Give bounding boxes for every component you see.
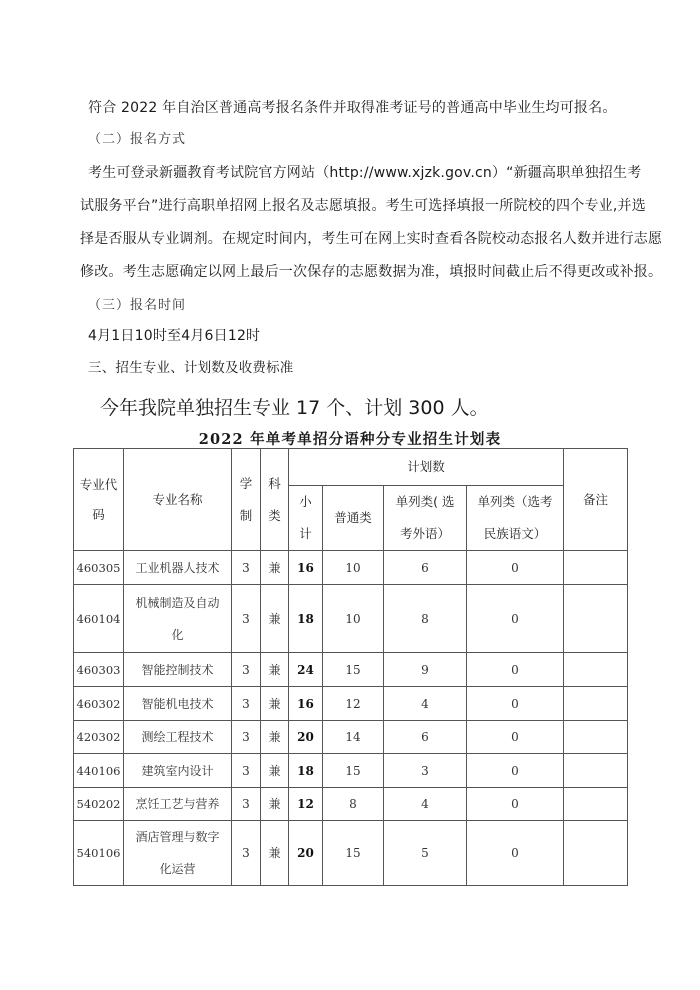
cell-category: 兼 [261,551,289,585]
cell-years: 3 [232,551,261,585]
registration-time: 4月1日10时至4月6日12时 [88,328,261,344]
cell-code: 460303 [74,653,124,687]
chapter-heading: 三、招生专业、计划数及收费标准 [88,360,294,376]
cell-category: 兼 [261,821,289,886]
section-heading-time: （三）报名时间 [88,298,187,313]
table-row [74,551,628,585]
header-single-foreign: 单列类( 选考外语） [384,486,467,551]
table-row [74,754,628,788]
method-line-1: 考生可登录新疆教育考试院官方网站（http://www.xjzk.gov.cn）“新疆高职单独招生考 [88,165,642,181]
cell-subtotal: 12 [289,788,323,821]
summary-text: 今年我院单独招生专业 17 个、计划 300 人。 [100,397,489,419]
cell-remarks [564,754,628,788]
table-row [74,821,628,886]
header-general: 普通类 [323,486,384,551]
cell-single-foreign: 8 [384,585,467,653]
table-row [74,653,628,687]
cell-category: 兼 [261,687,289,721]
cell-years: 3 [232,754,261,788]
cell-years: 3 [232,721,261,754]
cell-category: 兼 [261,721,289,754]
cell-general: 10 [323,585,384,653]
cell-general: 10 [323,551,384,585]
table-row [74,788,628,821]
cell-single-ethnic: 0 [467,687,564,721]
cell-general: 8 [323,788,384,821]
cell-single-foreign: 6 [384,551,467,585]
header-subtotal: 小计 [289,486,323,551]
cell-single-ethnic: 0 [467,821,564,886]
cell-category: 兼 [261,653,289,687]
header-remarks: 备注 [564,449,628,551]
table-row [74,687,628,721]
cell-single-foreign: 5 [384,821,467,886]
cell-category: 兼 [261,788,289,821]
eligibility-text: 符合 2022 年自治区普通高考报名条件并取得准考证号的普通高中毕业生均可报名。 [88,100,617,116]
cell-name: 测绘工程技术 [124,721,232,754]
cell-subtotal: 18 [289,585,323,653]
cell-remarks [564,653,628,687]
cell-name: 智能控制技术 [124,653,232,687]
cell-years: 3 [232,585,261,653]
header-single-ethnic: 单列类（选考民族语文） [467,486,564,551]
cell-category: 兼 [261,585,289,653]
cell-subtotal: 24 [289,653,323,687]
cell-name: 工业机器人技术 [124,551,232,585]
cell-remarks [564,721,628,754]
cell-code: 540202 [74,788,124,821]
cell-remarks [564,585,628,653]
cell-single-foreign: 6 [384,721,467,754]
cell-years: 3 [232,821,261,886]
cell-single-foreign: 4 [384,687,467,721]
cell-single-ethnic: 0 [467,788,564,821]
cell-remarks [564,687,628,721]
cell-code: 460305 [74,551,124,585]
cell-subtotal: 18 [289,754,323,788]
cell-code: 460302 [74,687,124,721]
method-line-4: 修改。考生志愿确定以网上最后一次保存的志愿数据为准，填报时间截止后不得更改或补报。 [80,264,663,280]
header-plan: 计划数 [289,449,564,486]
cell-name: 机械制造及自动化 [124,585,232,653]
header-category: 科类 [261,449,289,551]
cell-general: 15 [323,754,384,788]
cell-name: 建筑室内设计 [124,754,232,788]
cell-remarks [564,551,628,585]
cell-general: 15 [323,653,384,687]
header-years: 学制 [232,449,261,551]
cell-general: 12 [323,687,384,721]
cell-code: 440106 [74,754,124,788]
cell-single-ethnic: 0 [467,653,564,687]
cell-code: 420302 [74,721,124,754]
cell-years: 3 [232,653,261,687]
cell-years: 3 [232,687,261,721]
section-heading-method: （二）报名方式 [88,132,187,147]
cell-name: 智能机电技术 [124,687,232,721]
table-title: 2022 年单考单招分语种分专业招生计划表 [198,431,502,448]
cell-remarks [564,821,628,886]
cell-code: 540106 [74,821,124,886]
cell-general: 14 [323,721,384,754]
header-name: 专业名称 [124,449,232,551]
cell-subtotal: 20 [289,821,323,886]
cell-name: 酒店管理与数字化运营 [124,821,232,886]
header-code: 专业代码 [74,449,124,551]
method-line-3: 择是否服从专业调剂。在规定时间内，考生可在网上实时查看各院校动态报名人数并进行志愿 [80,231,663,247]
table-row [74,721,628,754]
cell-single-foreign: 9 [384,653,467,687]
cell-remarks [564,788,628,821]
cell-single-foreign: 3 [384,754,467,788]
cell-code: 460104 [74,585,124,653]
cell-subtotal: 16 [289,551,323,585]
cell-subtotal: 20 [289,721,323,754]
cell-subtotal: 16 [289,687,323,721]
cell-name: 烹饪工艺与营养 [124,788,232,821]
cell-years: 3 [232,788,261,821]
enrollment-plan-table [73,448,628,886]
method-line-2: 试服务平台”进行高职单招网上报名及志愿填报。考生可选择填报一所院校的四个专业,并选 [80,198,646,214]
table-row [74,585,628,653]
cell-single-foreign: 4 [384,788,467,821]
cell-single-ethnic: 0 [467,754,564,788]
cell-category: 兼 [261,754,289,788]
cell-single-ethnic: 0 [467,551,564,585]
cell-general: 15 [323,821,384,886]
cell-single-ethnic: 0 [467,585,564,653]
cell-single-ethnic: 0 [467,721,564,754]
